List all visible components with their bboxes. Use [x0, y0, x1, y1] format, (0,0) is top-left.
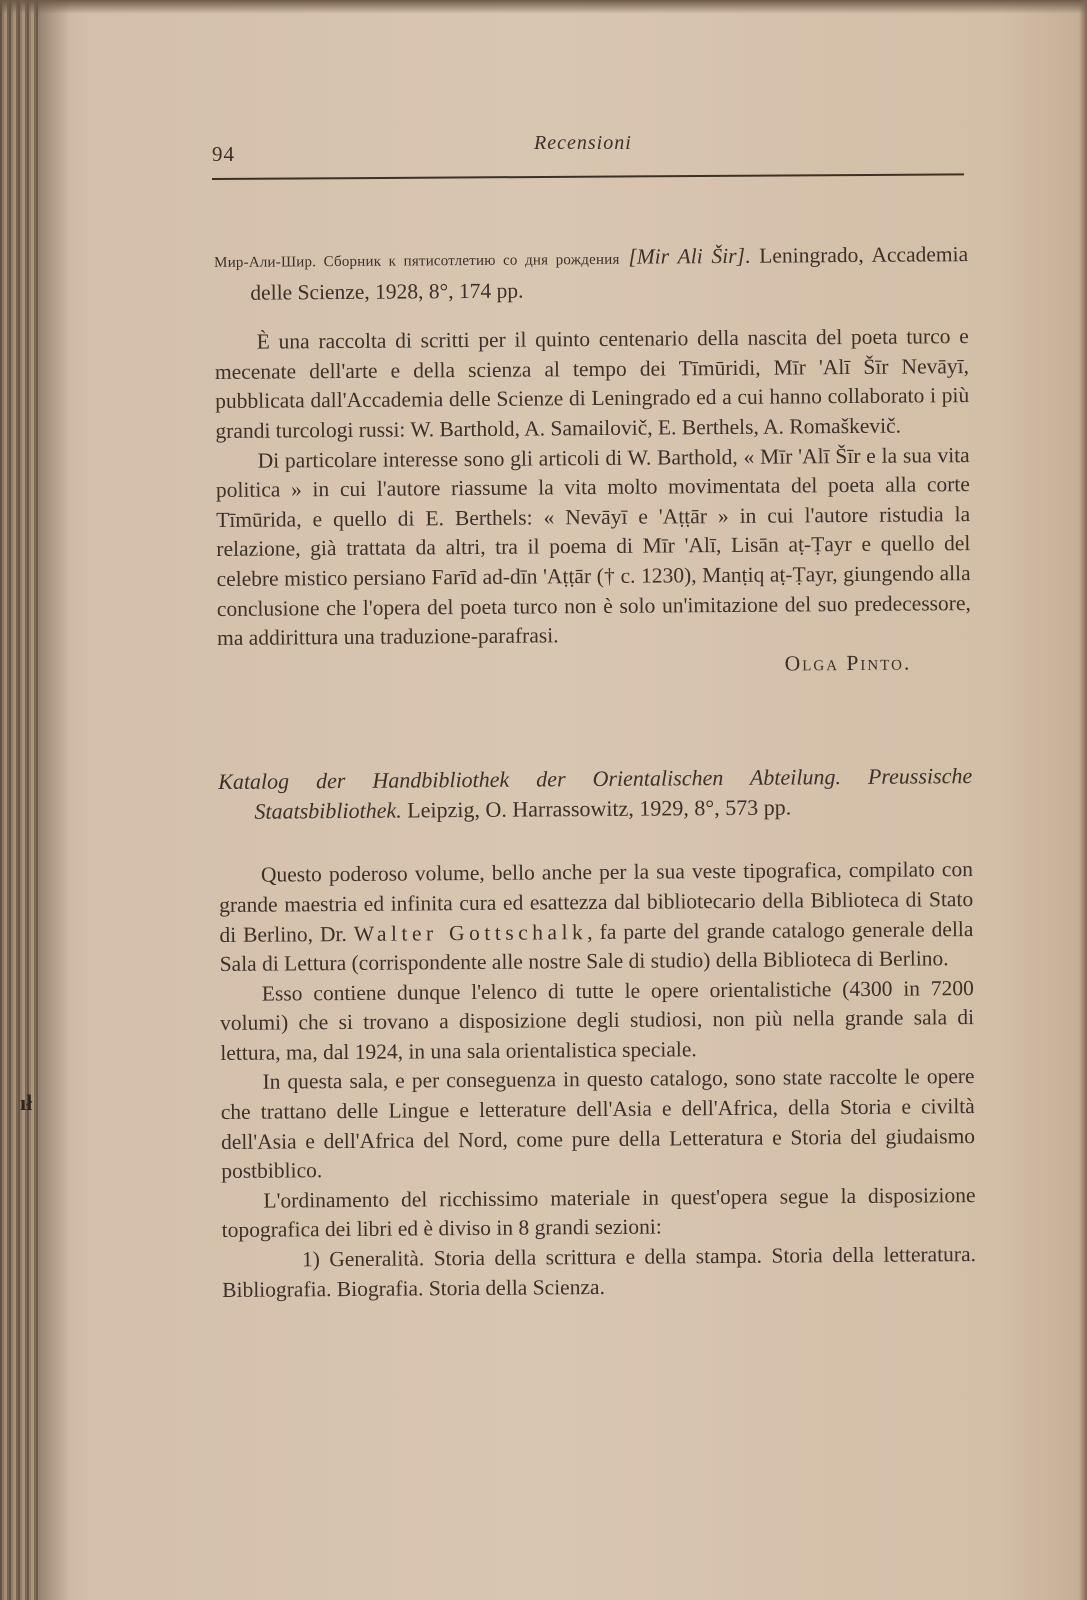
citation-title: Katalog der Handbibliothek der Orientalischen Abteilung. Preussische Staatsbibliothek. [218, 763, 973, 825]
page-right-edge [1079, 0, 1087, 1600]
review-mir-ali-sir [214, 240, 971, 683]
book-binding [0, 0, 40, 1600]
review-citation [214, 240, 968, 308]
citation-publication-info: . Leningrado, Accademia delle Scienze, 1928, 8°, 174 pp. [250, 242, 969, 305]
citation-cyrillic-title: Мир-Али-Шир. Сборник к пятисотлетию со дня рождения [214, 251, 620, 271]
citation-transliterated-title: [Mir Ali Šir] [628, 243, 746, 269]
review-citation [218, 761, 972, 827]
paragraph-text: , fa parte del grande catalogo generale della Sala di Lettura (corrispondente alle nostre Sale di studio) della Biblioteca di Berlino. [219, 916, 974, 977]
header-rule [212, 173, 964, 180]
running-head: Recensioni [534, 132, 632, 154]
review-katalog [218, 761, 976, 1305]
librarian-name: Walter Gottschalk [353, 919, 588, 946]
review-paragraph [219, 855, 974, 979]
binding-shadow [40, 0, 70, 1600]
page-header [212, 130, 964, 186]
reviewer-signature: Olga Pinto. [784, 650, 912, 676]
page-number: 94 [212, 142, 235, 166]
review-paragraph: L'ordinamento del ricchissimo materiale in quest'opera segue la disposizione topografica dei libri ed è diviso in 8 grandi sezioni: [221, 1182, 976, 1243]
page-top-edge [0, 0, 1087, 14]
review-paragraph: È una raccolta di scritti per il quinto centenario della nascita del poeta turco e mecenate dell'arte e della scienza al tempo dei Tīmūridi, Mīr 'Alī Šīr Nevāyī, pubblicata dall'Accademia delle Scienze di Leningrado ed a cui hanno collaborato i più grandi turcologi russi: W. Barthold, A. Samailovič, E. Berthels, A. Romaškevič. [214, 324, 970, 443]
page-body [214, 240, 976, 1305]
paragraph-text: Questo poderoso volume, bello anche per la sua veste tipografica, compilato con grande maestria ed infinita cura ed esattezza dal bibliotecario della Biblioteca di Stato di Berlino, Dr. [219, 857, 974, 947]
margin-annotation-mark: ıł [20, 1090, 33, 1115]
list-item: 1) Generalità. Storia della scrittura e della stampa. Storia della letteratura. Bibliografia. Biografia. Storia della Scienza. [222, 1242, 977, 1302]
review-paragraph: Esso contiene dunque l'elenco di tutte le opere orientalistiche (4300 in 7200 volumi) che si trovano a disposizione degli studiosi, non più nella grande sala di lettura, ma, dal 1924, in una sala orientalistica speciale. [220, 975, 975, 1065]
review-paragraph: In questa sala, e per conseguenza in questo catalogo, sono state raccolte le opere che trattano delle Lingue e letterature dell'Asia e dell'Africa, della Storia e civiltà dell'Asia e dell'Africa del Nord, come pure della Letteratura e Storia del giudaismo postbiblico. [220, 1064, 976, 1184]
citation-publication-info: Leipzig, O. Harrassowitz, 1929, 8°, 573 pp. [401, 794, 792, 823]
review-paragraph: Di particolare interesse sono gli articoli di W. Barthold, « Mīr 'Alī Šīr e la sua vita politica » in cui l'autore riassume la vita molto movimentata del poeta alla corte Tīmūrida, e quello di E. Berthels: « Nevāyī e 'Aṭṭār » in cui l'autore ristudia la relazione, già trattata da altri, tra il poema di Mīr 'Alī, Lisān aṭ-Ṭayr e quello del celebre mistico persiano Farīd ad-dīn 'Aṭṭār († c. 1230), Manṭiq aṭ-Ṭayr, giungendo alla conclusione che l'opera del poeta turco non è solo un'imitazione del suo predecessore, ma addirittura una traduzione-parafrasi. [215, 442, 971, 651]
